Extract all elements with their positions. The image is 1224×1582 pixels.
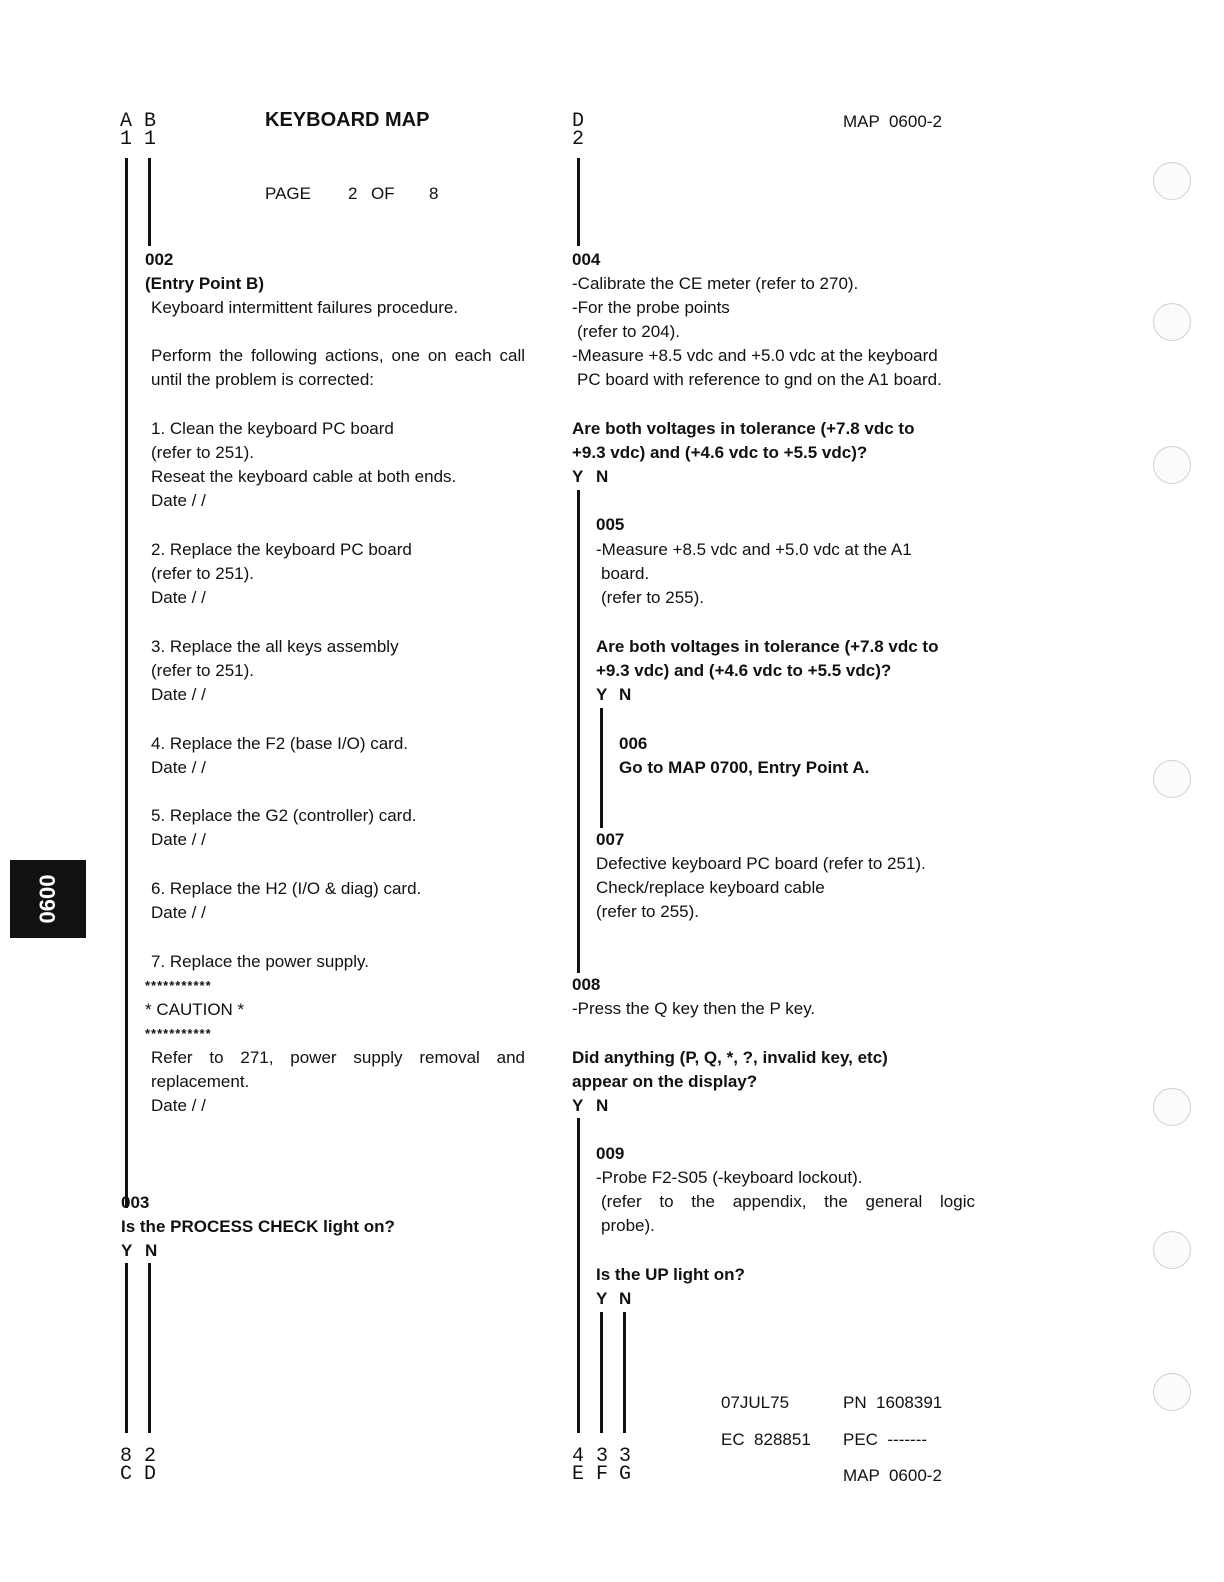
step-009-line-3: probe).: [601, 1216, 655, 1235]
step-007-number: 007: [596, 830, 625, 849]
step-007-line-2: Check/replace keyboard cable: [596, 878, 825, 897]
footer-part-number: PN 1608391: [843, 1393, 943, 1412]
off-page-connector-d-number: 2: [144, 1445, 157, 1468]
binder-hole-6: [1153, 1231, 1191, 1269]
map-id-header: MAP 0600-2: [843, 112, 942, 131]
binder-hole-3: [1153, 446, 1191, 484]
action-5-title: 5. Replace the G2 (controller) card.: [151, 806, 417, 825]
off-page-connector-g-letter: G: [619, 1463, 632, 1486]
footer-ec-number: EC 828851: [721, 1430, 811, 1449]
step-005-question-1: Are both voltages in tolerance (+7.8 vdc to: [596, 637, 939, 656]
action-4-date: Date / /: [151, 758, 206, 777]
page-number: 2: [348, 184, 358, 203]
off-page-connector-c-letter: C: [120, 1463, 133, 1486]
flow-line-004-no: [577, 490, 580, 973]
connector-d-letter: D: [572, 110, 585, 133]
step-008-yes: Y: [572, 1096, 584, 1115]
step-004-question-1: Are both voltages in tolerance (+7.8 vdc to: [572, 419, 915, 438]
step-004-no: N: [596, 467, 609, 486]
page-title: KEYBOARD MAP: [265, 109, 430, 131]
step-005-line-1: -Measure +8.5 vdc and +5.0 vdc at the A1: [596, 540, 912, 559]
step-007-line-1: Defective keyboard PC board (refer to 251).: [596, 854, 926, 873]
step-002-number: 002: [145, 250, 174, 269]
action-6-title: 6. Replace the H2 (I/O & diag) card.: [151, 879, 422, 898]
off-page-connector-f-letter: F: [596, 1463, 609, 1486]
step-008-question-2: appear on the display?: [572, 1072, 758, 1091]
step-004-line-5: PC board with reference to gnd on the A1 board.: [577, 370, 942, 389]
flow-line-008-no: [577, 1118, 580, 1433]
action-7-title: 7. Replace the power supply.: [151, 952, 369, 971]
action-2-reference: (refer to 251).: [151, 564, 254, 583]
connector-d-number: 2: [572, 128, 585, 151]
flow-line-a: [125, 158, 128, 1208]
step-005-number: 005: [596, 515, 625, 534]
binder-hole-7: [1153, 1373, 1191, 1411]
action-4-title: 4. Replace the F2 (base I/O) card.: [151, 734, 409, 753]
step-004-line-2: -For the probe points: [572, 298, 730, 317]
step-007-line-3: (refer to 255).: [596, 902, 699, 921]
step-004-line-3: (refer to 204).: [577, 322, 680, 341]
action-6-date: Date / /: [151, 903, 206, 922]
footer-pec: PEC -------: [843, 1430, 928, 1449]
step-005-line-2: board.: [601, 564, 650, 583]
off-page-connector-e-number: 4: [572, 1445, 585, 1468]
step-002-entry-point: (Entry Point B): [145, 274, 264, 293]
off-page-connector-d-letter: D: [144, 1463, 157, 1486]
action-3-title: 3. Replace the all keys assembly: [151, 637, 399, 656]
step-005-no: N: [619, 685, 632, 704]
step-002-description: Keyboard intermittent failures procedure.: [151, 298, 459, 317]
step-002-intro: Perform the following actions, one on each call until the problem is corrected:: [151, 346, 525, 389]
page-of-label: OF: [371, 184, 395, 203]
step-004-line-1: -Calibrate the CE meter (refer to 270).: [572, 274, 859, 293]
action-3-date: Date / /: [151, 685, 206, 704]
off-page-connector-c-number: 8: [120, 1445, 133, 1468]
action-1-reference: (refer to 251).: [151, 443, 254, 462]
step-004-question-2: +9.3 vdc) and (+4.6 vdc to +5.5 vdc)?: [572, 443, 868, 462]
binder-hole-1: [1153, 162, 1191, 200]
power-supply-date: Date / /: [151, 1096, 206, 1115]
off-page-connector-e-letter: E: [572, 1463, 585, 1486]
footer-map-id: MAP 0600-2: [843, 1466, 942, 1485]
action-1-title: 1. Clean the keyboard PC board: [151, 419, 394, 438]
connector-a-number: 1: [120, 128, 133, 151]
flow-line-005-no: [600, 708, 603, 828]
step-009-question: Is the UP light on?: [596, 1265, 745, 1284]
flow-line-009-no: [623, 1312, 626, 1433]
step-006-number: 006: [619, 734, 648, 753]
footer-date: 07JUL75: [721, 1393, 790, 1412]
step-005-line-3: (refer to 255).: [601, 588, 704, 607]
step-008-no: N: [596, 1096, 609, 1115]
action-2-title: 2. Replace the keyboard PC board: [151, 540, 412, 559]
step-003-yes: Y: [121, 1241, 133, 1260]
off-page-connector-f-number: 3: [596, 1445, 609, 1468]
flow-line-003-yes: [125, 1263, 128, 1433]
binder-hole-2: [1153, 303, 1191, 341]
step-008-number: 008: [572, 975, 601, 994]
flow-line-d: [577, 158, 580, 246]
step-008-line-1: -Press the Q key then the P key.: [572, 999, 816, 1018]
caution-stars-bottom: ***********: [145, 1026, 212, 1041]
flow-line-003-no: [148, 1263, 151, 1433]
section-side-tab: [10, 860, 86, 938]
off-page-connector-g-number: 3: [619, 1445, 632, 1468]
caution-stars-top: ***********: [145, 978, 212, 993]
caution-label: * CAUTION *: [145, 1000, 245, 1019]
connector-b-number: 1: [144, 128, 157, 151]
step-004-number: 004: [572, 250, 601, 269]
step-009-number: 009: [596, 1144, 625, 1163]
binder-hole-4: [1153, 760, 1191, 798]
step-006-goto: Go to MAP 0700, Entry Point A.: [619, 758, 870, 777]
action-5-date: Date / /: [151, 830, 206, 849]
action-2-date: Date / /: [151, 588, 206, 607]
step-005-yes: Y: [596, 685, 608, 704]
action-1-reseat: Reseat the keyboard cable at both ends.: [151, 467, 457, 486]
step-003-number: 003: [121, 1193, 150, 1212]
step-003-no: N: [145, 1241, 158, 1260]
flow-line-009-yes: [600, 1312, 603, 1433]
step-009-line-2: (refer to the appendix, the general logic: [601, 1192, 975, 1211]
page-total: 8: [429, 184, 439, 203]
step-008-question-1: Did anything (P, Q, *, ?, invalid key, etc): [572, 1048, 888, 1067]
step-009-no: N: [619, 1289, 632, 1308]
page-label: PAGE: [265, 184, 311, 203]
step-004-yes: Y: [572, 467, 584, 486]
step-003-question: Is the PROCESS CHECK light on?: [121, 1217, 395, 1236]
connector-a-letter: A: [120, 110, 133, 133]
step-009-yes: Y: [596, 1289, 608, 1308]
flow-line-b: [148, 158, 151, 246]
binder-hole-5: [1153, 1088, 1191, 1126]
step-009-line-1: -Probe F2-S05 (-keyboard lockout).: [596, 1168, 863, 1187]
step-005-question-2: +9.3 vdc) and (+4.6 vdc to +5.5 vdc)?: [596, 661, 892, 680]
side-tab-label: 0600: [35, 874, 60, 924]
step-004-line-4: -Measure +8.5 vdc and +5.0 vdc at the keyboard: [572, 346, 938, 365]
power-supply-reference: Refer to 271, power supply removal and replacement.: [151, 1048, 525, 1091]
connector-b-letter: B: [144, 110, 157, 133]
action-3-reference: (refer to 251).: [151, 661, 254, 680]
action-1-date: Date / /: [151, 491, 206, 510]
